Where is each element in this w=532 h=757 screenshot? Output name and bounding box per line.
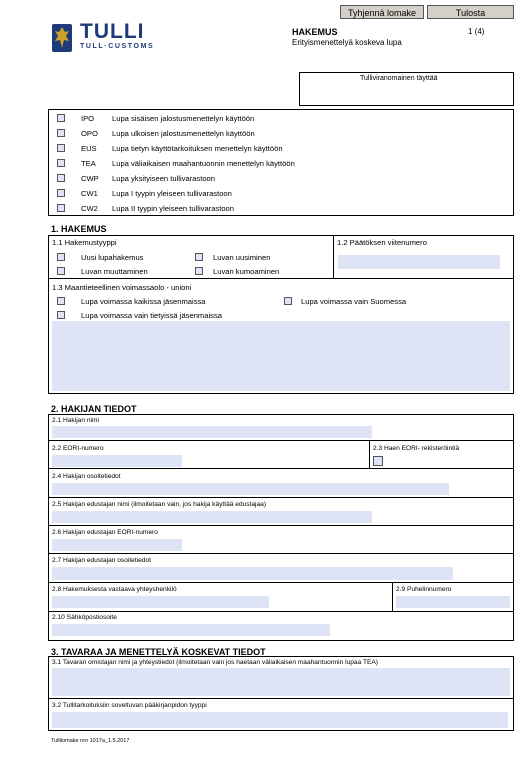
- eori-field[interactable]: [52, 455, 182, 467]
- divider: [392, 582, 393, 611]
- representative-name-label: 2.5 Hakijan edustajan nimi (ilmoitetaan vain, jos hakija käyttää edustajaa): [52, 501, 267, 508]
- section-1-heading: 1. HAKEMUS: [51, 224, 107, 234]
- clear-form-button[interactable]: Tyhjennä lomake: [340, 5, 424, 19]
- modification-checkbox[interactable]: [57, 267, 65, 275]
- divider: [369, 440, 370, 468]
- divider: [48, 497, 514, 498]
- permit-desc: Lupa väliaikaisen maahantuonnin menettelyn käyttöön: [112, 159, 295, 168]
- permit-code: EUS: [81, 144, 97, 153]
- permit-checkbox-tea[interactable]: [57, 159, 65, 167]
- permit-desc: Lupa II tyypin yleiseen tullivarastoon: [112, 204, 234, 213]
- accounting-type-field[interactable]: [52, 712, 508, 728]
- valid-some-members-label: Lupa voimassa vain tietyissä jäsenmaissa: [81, 311, 222, 320]
- email-label: 2.10 Sähköpostiosoite: [52, 614, 117, 621]
- section-3-heading: 3. TAVARAA JA MENETTELYÄ KOSKEVAT TIEDOT: [51, 647, 266, 657]
- divider: [48, 525, 514, 526]
- divider: [48, 278, 514, 279]
- permit-checkbox-cw2[interactable]: [57, 204, 65, 212]
- brand-subtitle: TULL·CUSTOMS: [80, 43, 155, 50]
- valid-finland-label: Lupa voimassa vain Suomessa: [301, 297, 407, 306]
- phone-field[interactable]: [396, 596, 510, 608]
- permit-desc: Lupa yksityiseen tullivarastoon: [112, 174, 215, 183]
- permit-desc: Lupa tietyn käyttötarkoituksen menettelyn käyttöön: [112, 144, 283, 153]
- permit-checkbox-cw1[interactable]: [57, 189, 65, 197]
- eori-registration-checkbox[interactable]: [373, 456, 383, 466]
- member-states-field[interactable]: [52, 321, 510, 391]
- representative-address-field[interactable]: [52, 567, 453, 580]
- form-title: HAKEMUS: [292, 27, 338, 37]
- accounting-type-label: 3.2 Tullitarkoituksiin soveltuvan pääkirjanpidon tyyppi: [52, 702, 207, 709]
- customs-emblem-icon: [52, 24, 72, 52]
- permit-code: OPO: [81, 129, 98, 138]
- permit-desc: Lupa I tyypin yleiseen tullivarastoon: [112, 189, 232, 198]
- cancellation-checkbox[interactable]: [195, 267, 203, 275]
- divider: [48, 553, 514, 554]
- divider: [48, 582, 514, 583]
- form-footer: Tullilomake nro 1017a_1.5.2017: [51, 738, 130, 744]
- applicant-name-field[interactable]: [52, 426, 372, 438]
- applicant-address-field[interactable]: [52, 483, 449, 495]
- email-field[interactable]: [52, 624, 330, 636]
- brand-name: TULLI: [80, 20, 145, 43]
- office-use-label: Tulliviranomainen täyttää: [360, 75, 438, 82]
- validity-label: 1.3 Maantieteellinen voimassaolo - unioni: [52, 283, 192, 292]
- print-button[interactable]: Tulosta: [427, 5, 514, 19]
- divider: [48, 440, 514, 441]
- permit-checkbox-ipo[interactable]: [57, 114, 65, 122]
- section-2-heading: 2. HAKIJAN TIEDOT: [51, 404, 137, 414]
- permit-code: CW2: [81, 204, 98, 213]
- valid-all-members-checkbox[interactable]: [57, 297, 65, 305]
- permit-code: IPO: [81, 114, 95, 123]
- goods-owner-label: 3.1 Tavaran omistajan nimi ja yhteystiedot (ilmoitetaan vain jos haetaan väliaikaisen maahantuonnin lupaa TEA): [52, 659, 378, 666]
- representative-name-field[interactable]: [52, 511, 372, 523]
- divider: [48, 698, 514, 699]
- application-type-label: 1.1 Hakemustyyppi: [52, 238, 117, 247]
- representative-eori-label: 2.6 Hakijan edustajan EORI-numero: [52, 529, 158, 536]
- form-subtitle: Erityismenettelyä koskeva lupa: [292, 38, 402, 47]
- renewal-checkbox[interactable]: [195, 253, 203, 261]
- applicant-address-label: 2.4 Hakijan osoitetiedot: [52, 473, 121, 480]
- cancellation-label: Luvan kumoaminen: [213, 267, 280, 276]
- permit-code: TEA: [81, 159, 96, 168]
- contact-person-label: 2.8 Hakemuksesta vastaava yhteyshenkilö: [52, 586, 177, 593]
- divider: [48, 611, 514, 612]
- permit-desc: Lupa sisäisen jalostusmenettelyn käyttöön: [112, 114, 255, 123]
- permit-checkbox-opo[interactable]: [57, 129, 65, 137]
- permit-code: CW1: [81, 189, 98, 198]
- representative-eori-field[interactable]: [52, 539, 182, 551]
- divider: [48, 468, 514, 469]
- divider: [333, 235, 334, 278]
- applicant-name-label: 2.1 Hakijan nimi: [52, 417, 99, 424]
- valid-finland-checkbox[interactable]: [284, 297, 292, 305]
- office-use-box: [299, 72, 514, 106]
- eori-label: 2.2 EORI-numero: [52, 445, 104, 452]
- permit-checkbox-eus[interactable]: [57, 144, 65, 152]
- eori-registration-label: 2.3 Haen EORI- rekisteröintiä: [373, 445, 460, 452]
- decision-reference-label: 1.2 Päätöksen viitenumero: [337, 238, 427, 247]
- new-application-checkbox[interactable]: [57, 253, 65, 261]
- phone-label: 2.9 Puhelinnumero: [396, 586, 452, 593]
- valid-all-members-label: Lupa voimassa kaikissa jäsenmaissa: [81, 297, 206, 306]
- goods-owner-field[interactable]: [52, 668, 510, 696]
- contact-person-field[interactable]: [52, 596, 269, 608]
- permit-code: CWP: [81, 174, 99, 183]
- decision-reference-field[interactable]: [338, 255, 500, 269]
- modification-label: Luvan muuttaminen: [81, 267, 148, 276]
- renewal-label: Luvan uusiminen: [213, 253, 271, 262]
- valid-some-members-checkbox[interactable]: [57, 311, 65, 319]
- permit-desc: Lupa ulkoisen jalostusmenettelyn käyttöön: [112, 129, 255, 138]
- representative-address-label: 2.7 Hakijan edustajan osoitetiedot: [52, 557, 151, 564]
- permit-checkbox-cwp[interactable]: [57, 174, 65, 182]
- page-number: 1 (4): [468, 27, 485, 36]
- new-application-label: Uusi lupahakemus: [81, 253, 144, 262]
